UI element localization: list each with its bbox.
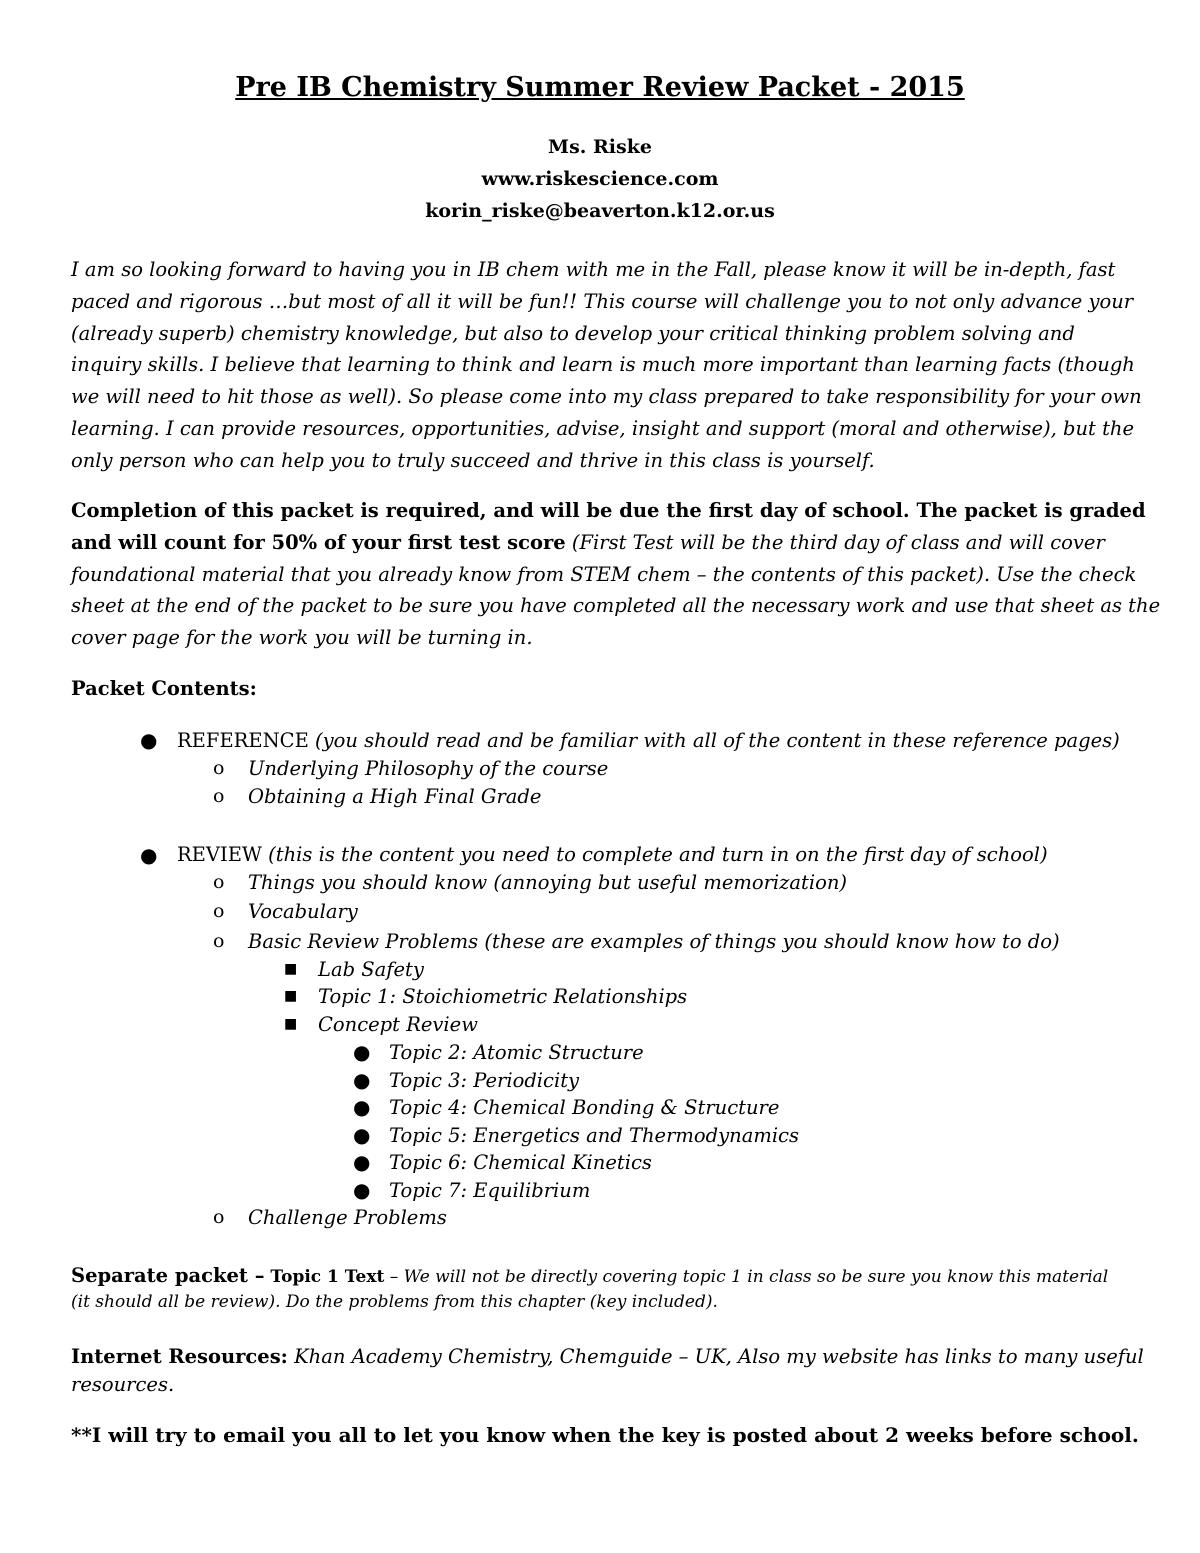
bullet-icon: ● [140, 843, 158, 867]
internet-resources-line [71, 1345, 1144, 1368]
completion-line: Completion of this packet is required, and will be due the first day of school. The packet is graded [71, 499, 1146, 522]
reference-label: REFERENCE [177, 729, 309, 752]
intro-line: we will need to hit those as well). So please come into my class prepared to take responsibility for your own [71, 385, 1142, 409]
review-label: REVIEW [177, 843, 262, 866]
bullet-icon: ● [140, 728, 158, 752]
completion-paragraph [71, 495, 1161, 654]
internet-label: Internet Resources: [71, 1345, 288, 1368]
separate-packet-line [71, 1264, 1108, 1287]
review-subitem: Challenge Problems [248, 1206, 447, 1229]
separate-text: – We will not be directly covering topic 1 in class so be sure you know this material [384, 1267, 1109, 1287]
page-title: Pre IB Chemistry Summer Review Packet - 2015 [235, 72, 965, 103]
square-bullet-icon: ■ [284, 988, 298, 1004]
intro-line: inquiry skills. I believe that learning to think and learn is much more important than learning facts (though [71, 353, 1135, 377]
bullet-icon: ● [353, 1068, 371, 1092]
closing-note: **I will try to email you all to let you know when the key is posted about 2 weeks before school. [71, 1423, 1139, 1447]
completion-line: sheet at the end of the packet to be sure you have completed all the necessary work and use that sheet as the [71, 594, 1161, 618]
basic-review-item: Lab Safety [318, 958, 424, 981]
bullet-icon: ● [353, 1040, 371, 1064]
circle-bullet-icon: o [213, 757, 225, 779]
concept-review-item: Topic 2: Atomic Structure [389, 1041, 644, 1064]
internet-text: Khan Academy Chemistry, Chemguide – UK, Also my website has links to many useful [287, 1345, 1144, 1368]
square-bullet-icon: ■ [284, 1016, 298, 1032]
intro-line: I am so looking forward to having you in IB chem with me in the Fall, please know it will be in-depth, fast [71, 258, 1116, 281]
reference-item [177, 729, 1120, 752]
intro-line: (already superb) chemistry knowledge, but also to develop your critical thinking problem solving and [71, 321, 1075, 345]
circle-bullet-icon: o [213, 900, 225, 922]
basic-review-item: Topic 1: Stoichiometric Relationships [318, 985, 688, 1008]
internet-text-line: resources. [71, 1373, 175, 1396]
email-link[interactable]: korin_riske@beaverton.k12.or.us [425, 200, 775, 222]
reference-note: (you should read and be familiar with all of the content in these reference pages) [308, 729, 1120, 752]
intro-line: paced and rigorous …but most of all it will be fun!! This course will challenge you to not only advance your [71, 289, 1134, 313]
circle-bullet-icon: o [213, 930, 225, 952]
bullet-icon: ● [353, 1095, 371, 1119]
concept-review-item: Topic 6: Chemical Kinetics [389, 1151, 652, 1174]
bullet-icon: ● [353, 1150, 371, 1174]
concept-review-item: Topic 7: Equilibrium [389, 1179, 591, 1202]
circle-bullet-icon: o [213, 871, 225, 893]
review-subitem: Things you should know (annoying but useful memorization) [248, 871, 848, 894]
intro-line: only person who can help you to truly succeed and thrive in this class is yourself. [71, 448, 875, 472]
completion-line: cover page for the work you will be turning in. [71, 626, 533, 650]
review-subitem: Basic Review Problems (these are examples of things you should know how to do) [248, 930, 1060, 953]
circle-bullet-icon: o [213, 1206, 225, 1228]
website-link[interactable]: www.riskescience.com [481, 168, 719, 190]
concept-review-item: Topic 5: Energetics and Thermodynamics [389, 1124, 799, 1147]
separate-topic: Topic 1 Text [264, 1267, 385, 1287]
reference-subitem: Obtaining a High Final Grade [248, 785, 542, 808]
separate-text-line: (it should all be review). Do the problems from this chapter (key included). [71, 1292, 718, 1312]
teacher-name: Ms. Riske [548, 136, 652, 158]
bullet-icon: ● [353, 1178, 371, 1202]
reference-subitem: Underlying Philosophy of the course [248, 757, 609, 780]
basic-review-item: Concept Review [318, 1013, 478, 1036]
concept-review-item: Topic 4: Chemical Bonding & Structure [389, 1096, 780, 1119]
intro-line: learning. I can provide resources, opportunities, advise, insight and support (moral and otherwise), but the [71, 416, 1134, 440]
concept-review-item: Topic 3: Periodicity [389, 1069, 580, 1092]
separate-label: Separate packet – [71, 1264, 265, 1287]
completion-line: foundational material that you already know from STEM chem – the contents of this packet). Use the check [71, 562, 1137, 586]
completion-italic: (First Test will be the third day of class and will cover [565, 530, 1105, 554]
square-bullet-icon: ■ [284, 961, 298, 977]
bullet-icon: ● [353, 1123, 371, 1147]
intro-paragraph [71, 254, 1142, 477]
completion-bold: and will count for 50% of your first test score [71, 530, 566, 554]
circle-bullet-icon: o [213, 785, 225, 807]
review-note: (this is the content you need to complete and turn in on the first day of school) [261, 843, 1048, 866]
review-item [177, 843, 1048, 866]
contents-heading: Packet Contents: [71, 677, 257, 700]
review-subitem: Vocabulary [248, 900, 358, 923]
